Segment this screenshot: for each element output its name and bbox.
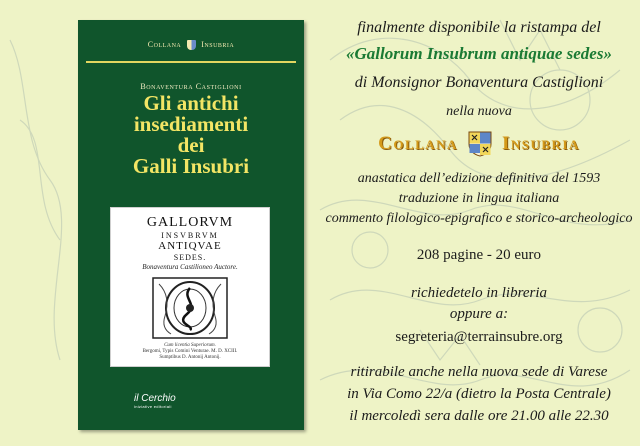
pickup-line: il mercoledì sera dalle ore 21.00 alle 22.30 <box>349 408 609 424</box>
book-series-left: Collana <box>147 40 182 49</box>
request-line: richiedetelo in libreria <box>410 285 548 301</box>
facsimile-line: Bonaventura Castilioneo Auctore. <box>142 263 238 271</box>
detail-line: commento filologico-epigrafico e storico-archeologico <box>325 211 633 226</box>
series-right: Insubria <box>501 133 580 154</box>
facsimile-line: INSVBRVM <box>161 231 219 240</box>
facsimile-line: Sumptibus D. Antonij Antonij. <box>159 355 221 360</box>
price-line: 208 pagine - 20 euro <box>416 247 542 263</box>
book-series-label <box>78 40 304 50</box>
facsimile-line: SEDES. <box>173 253 207 262</box>
book-series-right: Insubria <box>201 40 235 49</box>
facsimile-title-page <box>110 207 270 367</box>
detail-line: anastatica dell’edizione definitiva del 1593 <box>357 171 601 186</box>
intro-line: finalmente disponibile la ristampa del <box>357 19 601 36</box>
detail-line: traduzione in lingua italiana <box>398 191 560 206</box>
in-new-line: nella nuova <box>446 104 512 119</box>
request-line: oppure a: <box>449 306 509 322</box>
book-title-line: Gli antichi <box>143 91 239 115</box>
book-title-line: dei <box>177 133 205 157</box>
facsimile-line: Cum licentia Superiorum. <box>164 343 216 348</box>
email-link[interactable]: segreteria@terrainsubre.org <box>395 329 563 345</box>
pickup-line: ritirabile anche nella nuova sede di Varese <box>350 364 608 380</box>
series-banner <box>318 131 640 157</box>
series-left: Collana <box>378 133 458 154</box>
cover-rule <box>86 61 296 63</box>
publisher-sub: iniziative editoriali <box>134 404 172 409</box>
book-title <box>78 93 304 177</box>
facsimile-line: GALLORVM <box>146 215 234 230</box>
book-author: Bonaventura Castiglioni <box>140 82 242 91</box>
announcement-panel <box>318 0 640 446</box>
crest-icon <box>187 40 196 50</box>
book-cover <box>78 20 304 430</box>
book-title-line: Galli Insubri <box>132 154 250 178</box>
pickup-line: in Via Como 22/a (dietro la Posta Centrale) <box>347 386 611 402</box>
publisher-logo <box>134 394 176 409</box>
publisher-name: il Cerchio <box>134 393 176 404</box>
work-title: «Gallorum Insubrum antiquae sedes» <box>346 44 612 63</box>
crest-icon <box>468 131 492 157</box>
facsimile-line: Bergomi, Typis Comini Venturae. M. D. XCIII. <box>142 349 238 354</box>
author-line: di Monsignor Bonaventura Castiglioni <box>354 74 604 91</box>
facsimile-line: ANTIQVAE <box>158 240 222 252</box>
printer-emblem-icon <box>151 276 229 340</box>
book-title-line: insediamenti <box>133 112 249 136</box>
